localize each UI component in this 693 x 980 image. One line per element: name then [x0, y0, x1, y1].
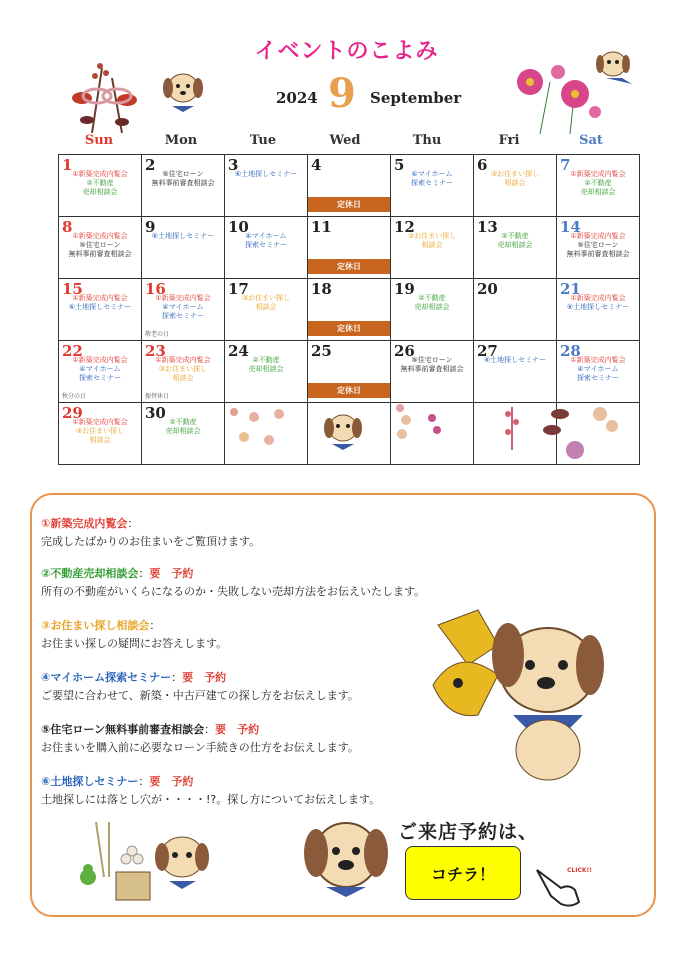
reservation-required-note: 要 予約 [182, 671, 227, 684]
event-label: 無料事前審査相談会 [400, 365, 464, 373]
event-label: ①新築完成内覧会 [72, 232, 128, 240]
event-label: 探索セミナー [79, 374, 121, 382]
dog-mascot-icon [300, 811, 392, 901]
event-label: ①新築完成内覧会 [570, 294, 626, 302]
day-number: 14 [560, 218, 581, 236]
day-number: 3 [228, 156, 239, 174]
event-label: 売却相談会 [580, 188, 616, 196]
day-number: 23 [145, 342, 166, 360]
day-events [225, 170, 307, 179]
day-number: 16 [145, 280, 166, 298]
event-info-item [41, 721, 359, 757]
day-number: 26 [394, 342, 415, 360]
event-info-title-row [41, 617, 227, 635]
calendar-day-cell[interactable] [142, 155, 225, 217]
day-number: 19 [394, 280, 415, 298]
calendar-day-cell[interactable] [391, 217, 474, 279]
event-label: ③お住まい探し [407, 232, 457, 240]
day-events [225, 232, 307, 250]
day-events [474, 170, 556, 188]
event-label: ④マイホーム [577, 365, 619, 373]
event-label: ③お住まい探し [241, 294, 291, 302]
day-number: 15 [62, 280, 83, 298]
closed-day-badge: 定休日 [308, 321, 390, 336]
event-info-description: 完成したばかりのお住まいをご覧頂けます。 [41, 535, 261, 548]
event-label: 無料事前審査相談会 [151, 179, 215, 187]
event-label: ②不動産 [418, 294, 446, 302]
day-number: 8 [62, 218, 73, 236]
flower-sprig-illustration [224, 402, 294, 452]
holiday-label: 敬老の日 [145, 331, 170, 338]
day-number: 20 [477, 280, 498, 298]
event-label: ②不動産 [86, 179, 114, 187]
day-events [474, 356, 556, 365]
event-info-description: ご要望に合わせて、新築・中古戸建ての探し方をお伝えします。 [41, 689, 359, 702]
calendar-day-cell[interactable] [474, 155, 557, 217]
event-info-item [41, 773, 380, 809]
event-info-title: ②不動産売却相談会 [41, 567, 139, 580]
weekday-sun: Sun [84, 133, 114, 148]
calendar-day-cell[interactable] [225, 341, 308, 403]
calendar-week [59, 279, 640, 341]
month-number: 9 [328, 70, 356, 117]
moon-viewing-dog-illustration [74, 817, 214, 907]
calendar-day-cell[interactable] [474, 341, 557, 403]
calendar-week [59, 217, 640, 279]
calendar-day-cell[interactable] [474, 217, 557, 279]
calendar-day-cell[interactable] [557, 279, 640, 341]
separator: ： [204, 723, 216, 736]
event-info-description: 土地探しには落とし穴が・・・・!?。探し方についてお伝えします。 [41, 793, 381, 806]
event-label: ②不動産 [169, 418, 197, 426]
page-title: イベントのこよみ [254, 39, 439, 64]
event-label: ③お住まい探し [490, 170, 540, 178]
day-number: 28 [560, 342, 581, 360]
event-label: 探索セミナー [245, 241, 287, 249]
calendar-day-cell[interactable] [142, 341, 225, 403]
event-label: ⑤住宅ローン [577, 241, 619, 249]
calendar-week [59, 341, 640, 403]
event-label: ①新築完成内覧会 [570, 232, 626, 240]
holiday-label: 振替休日 [145, 393, 170, 400]
day-number: 13 [477, 218, 498, 236]
calendar-day-cell[interactable] [308, 155, 391, 217]
calendar-day-cell[interactable] [142, 279, 225, 341]
event-label: 相談会 [504, 179, 526, 187]
reservation-button[interactable]: コチラ！ [405, 846, 521, 900]
event-label: ④マイホーム [411, 170, 453, 178]
calendar-day-cell[interactable] [391, 155, 474, 217]
day-events [59, 232, 141, 259]
day-number: 29 [62, 404, 83, 422]
day-number: 17 [228, 280, 249, 298]
flower-ribbon-illustration [62, 58, 152, 138]
weekday-mon: Mon [164, 133, 198, 148]
event-label: ⑥土地探しセミナー [68, 303, 132, 311]
event-label: ④マイホーム [245, 232, 287, 240]
day-events [557, 294, 639, 312]
event-info-title-row [41, 565, 425, 583]
event-label: ⑤住宅ローン [411, 356, 453, 364]
day-number: 6 [477, 156, 488, 174]
cosmos-flower-illustration [540, 400, 630, 466]
event-label: 売却相談会 [414, 303, 450, 311]
event-label: 探索セミナー [577, 374, 619, 382]
day-events [391, 294, 473, 312]
weekday-fri: Fri [498, 133, 520, 148]
day-number: 11 [311, 218, 332, 236]
day-number: 24 [228, 342, 249, 360]
day-number: 21 [560, 280, 581, 298]
event-info-item [41, 617, 227, 653]
event-info-title: ③お住まい探し相談会 [41, 619, 150, 632]
event-label: ⑥土地探しセミナー [566, 303, 630, 311]
event-label: ⑤住宅ローン [79, 241, 121, 249]
event-info-title: ①新築完成内覧会 [41, 517, 128, 530]
day-events [391, 170, 473, 188]
calendar-day-cell[interactable] [59, 341, 142, 403]
calendar-day-cell[interactable] [142, 403, 225, 465]
flower-sprig-illustration [492, 402, 532, 452]
dog-mascot-icon [318, 406, 368, 454]
day-events [59, 356, 141, 383]
event-label: 相談会 [172, 374, 194, 382]
event-info-title-row [41, 515, 260, 533]
day-number: 1 [62, 156, 73, 174]
click-text: CLICK!! [567, 867, 592, 874]
event-info-item [41, 565, 425, 601]
day-events [225, 294, 307, 312]
day-events [391, 356, 473, 374]
day-number: 12 [394, 218, 415, 236]
event-label: ①新築完成内覧会 [72, 170, 128, 178]
closed-day-badge: 定休日 [308, 383, 390, 398]
day-events [142, 294, 224, 321]
dog-mascot-icon [158, 66, 208, 116]
calendar-day-cell[interactable] [474, 279, 557, 341]
weekday-thu: Thu [412, 133, 442, 148]
event-label: ③お住まい探し [75, 427, 125, 435]
event-label: 相談会 [421, 241, 443, 249]
event-label: ①新築完成内覧会 [570, 170, 626, 178]
event-info-title-row [41, 669, 359, 687]
separator: ： [138, 567, 150, 580]
calendar-day-cell[interactable] [308, 341, 391, 403]
day-events [142, 170, 224, 188]
pointing-hand-icon[interactable] [531, 858, 595, 910]
event-label: ①新築完成内覧会 [570, 356, 626, 364]
day-events [59, 294, 141, 312]
closed-day-badge: 定休日 [308, 259, 390, 274]
event-label: ③お住まい探し [158, 365, 208, 373]
reservation-required-note: 要 予約 [149, 775, 194, 788]
event-label: 探索セミナー [411, 179, 453, 187]
calendar-day-cell[interactable] [308, 217, 391, 279]
day-number: 2 [145, 156, 156, 174]
day-number: 10 [228, 218, 249, 236]
closed-day-badge: 定休日 [308, 197, 390, 212]
calendar-week [59, 155, 640, 217]
event-label: ①新築完成内覧会 [155, 294, 211, 302]
day-events [142, 356, 224, 383]
day-number: 5 [394, 156, 405, 174]
holiday-label: 秋分の日 [62, 393, 87, 400]
calendar-day-cell[interactable] [391, 341, 474, 403]
reservation-required-note: 要 予約 [215, 723, 260, 736]
calendar-day-cell[interactable] [225, 217, 308, 279]
day-number: 27 [477, 342, 498, 360]
event-label: 売却相談会 [248, 365, 284, 373]
calendar-day-cell[interactable] [225, 279, 308, 341]
event-label: 無料事前審査相談会 [566, 250, 630, 258]
day-events [557, 232, 639, 259]
reservation-label: ご来店予約は、 [398, 821, 539, 843]
event-label: ②不動産 [501, 232, 529, 240]
event-label: ④マイホーム [162, 303, 204, 311]
weekday-tue: Tue [249, 133, 277, 148]
calendar-day-cell[interactable] [308, 279, 391, 341]
weekday-header [58, 133, 632, 149]
event-label: ⑥土地探しセミナー [234, 170, 298, 178]
day-events [59, 418, 141, 445]
event-info-item [41, 515, 260, 551]
event-label: 売却相談会 [497, 241, 533, 249]
day-number: 9 [145, 218, 156, 236]
event-info-description: 所有の不動産がいくらになるのか・失敗しない売却方法をお伝えいたします。 [41, 585, 426, 598]
event-label: ②不動産 [584, 179, 612, 187]
event-label: 売却相談会 [165, 427, 201, 435]
calendar-day-cell[interactable] [225, 155, 308, 217]
calendar-day-cell[interactable] [391, 279, 474, 341]
event-label: ①新築完成内覧会 [72, 294, 128, 302]
event-info-description: お住まいを購入前に必要なローン手続きの仕方をお伝えします。 [41, 741, 359, 754]
day-number: 22 [62, 342, 83, 360]
event-label: 探索セミナー [162, 312, 204, 320]
event-label: ②不動産 [252, 356, 280, 364]
dog-with-lion-mask-illustration [418, 605, 618, 785]
day-events [142, 418, 224, 436]
day-number: 7 [560, 156, 571, 174]
day-events [557, 170, 639, 197]
event-label: ①新築完成内覧会 [72, 356, 128, 364]
dog-mascot-icon [588, 44, 638, 92]
calendar-day-cell[interactable] [59, 217, 142, 279]
event-info-description: お住まい探しの疑問にお答えします。 [41, 637, 228, 650]
separator: ： [171, 671, 183, 684]
event-label: 相談会 [255, 303, 277, 311]
calendar-day-cell[interactable] [59, 279, 142, 341]
day-events [557, 356, 639, 383]
day-events [59, 170, 141, 197]
event-info-title: ⑥土地探しセミナー [41, 775, 139, 788]
event-label: ①新築完成内覧会 [72, 418, 128, 426]
flower-sprig-illustration [392, 400, 452, 450]
day-number: 18 [311, 280, 332, 298]
calendar-day-cell[interactable] [59, 155, 142, 217]
event-label: 無料事前審査相談会 [68, 250, 132, 258]
separator: ： [127, 517, 139, 530]
calendar-day-cell[interactable] [557, 155, 640, 217]
day-events [142, 232, 224, 241]
day-number: 25 [311, 342, 332, 360]
event-label: ④マイホーム [79, 365, 121, 373]
reservation-required-note: 要 予約 [149, 567, 194, 580]
year-label: 2024 [276, 89, 318, 107]
weekday-wed: Wed [329, 133, 361, 148]
event-info-title-row [41, 773, 380, 791]
day-number: 4 [311, 156, 322, 174]
event-info-title-row [41, 721, 359, 739]
event-label: 売却相談会 [82, 188, 118, 196]
event-label: ⑥土地探しセミナー [151, 232, 215, 240]
event-label: ①新築完成内覧会 [155, 356, 211, 364]
day-number: 30 [145, 404, 166, 422]
calendar-day-cell[interactable] [59, 403, 142, 465]
event-label: ⑤住宅ローン [162, 170, 204, 178]
event-label: ⑥土地探しセミナー [483, 356, 547, 364]
event-info-title: ④マイホーム探索セミナー [41, 671, 172, 684]
separator: ： [138, 775, 150, 788]
calendar-day-cell[interactable] [557, 341, 640, 403]
calendar-day-cell[interactable] [557, 217, 640, 279]
day-events [474, 232, 556, 250]
event-info-item [41, 669, 359, 705]
calendar-day-cell[interactable] [142, 217, 225, 279]
day-events [391, 232, 473, 250]
weekday-sat: Sat [579, 133, 603, 148]
day-events [225, 356, 307, 374]
event-label: 相談会 [89, 436, 111, 444]
event-info-title: ⑤住宅ローン無料事前審査相談会 [41, 723, 205, 736]
separator: ： [149, 619, 161, 632]
month-name: September [370, 89, 462, 107]
